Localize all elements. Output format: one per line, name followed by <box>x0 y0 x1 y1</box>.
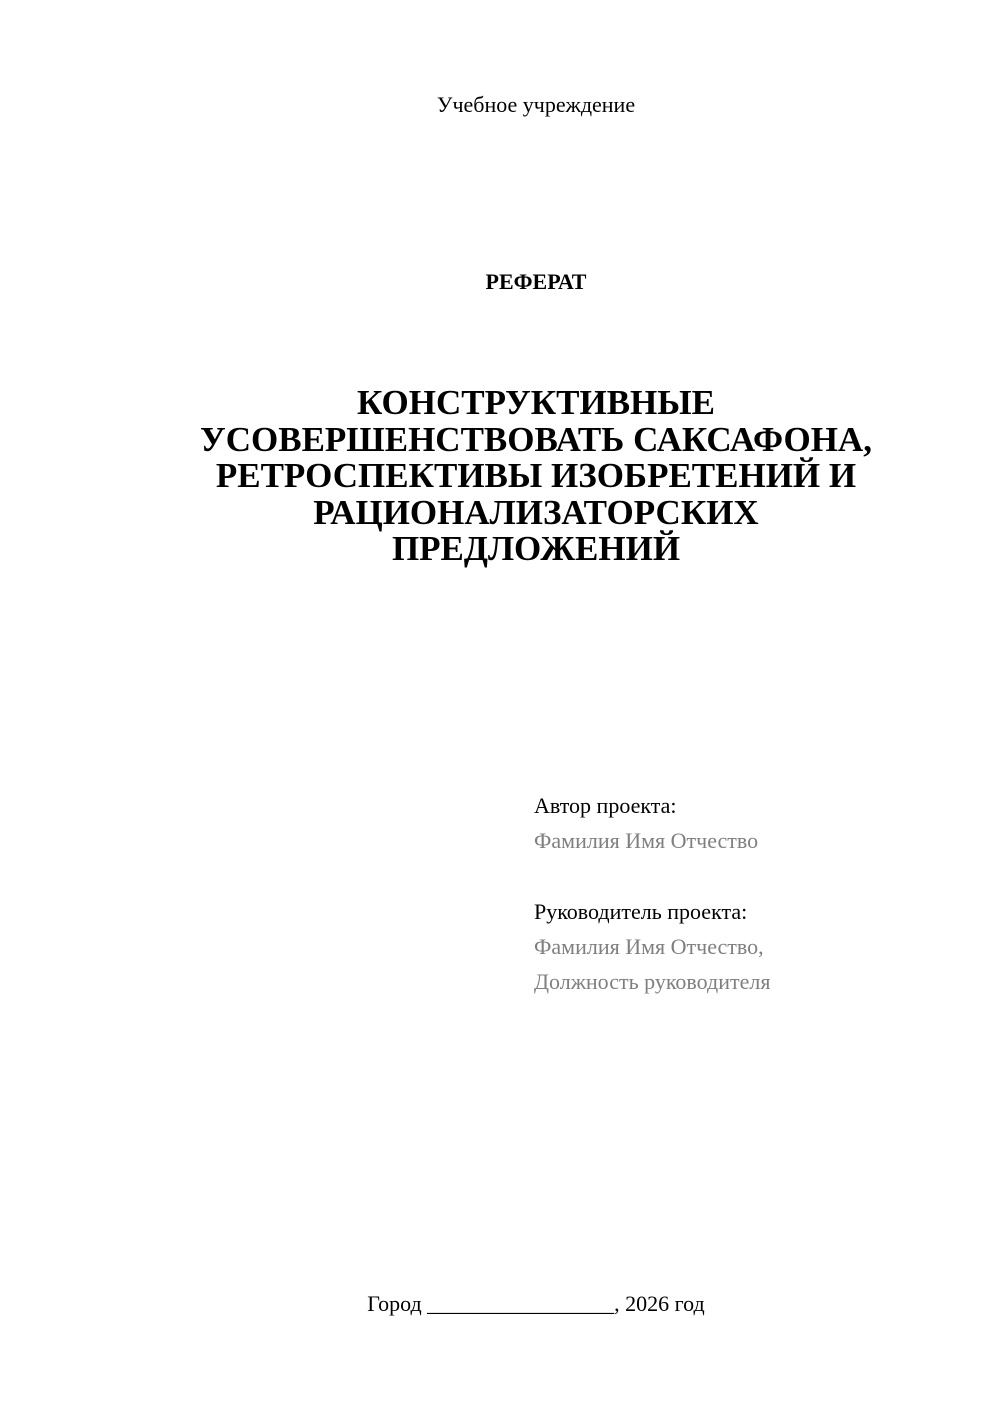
supervisor-label: Руководитель проекта: <box>534 899 748 924</box>
author-name: Фамилия Имя Отчество <box>534 828 759 853</box>
supervisor-position: Должность руководителя <box>534 969 771 994</box>
title-line: КОНСТРУКТИВНЫЕ <box>357 383 715 422</box>
institution-name: Учебное учреждение <box>436 92 636 117</box>
spacer <box>534 858 974 894</box>
credits-block <box>534 788 974 999</box>
city-year-line: Город _________________, 2026 год <box>367 1291 705 1316</box>
title-line: РАЦИОНАЛИЗАТОРСКИХ <box>313 492 759 532</box>
supervisor-name: Фамилия Имя Отчество, <box>534 934 764 959</box>
document-type: РЕФЕРАТ <box>485 269 587 294</box>
title-line: ПРЕДЛОЖЕНИЙ <box>391 529 681 568</box>
title-line: УСОВЕРШЕНСТВОВАТЬ САКСАФОНА, <box>200 419 872 459</box>
title-line: РЕТРОСПЕКТИВЫ ИЗОБРЕТЕНИЙ И <box>215 456 857 495</box>
document-title <box>120 385 952 568</box>
author-label: Автор проекта: <box>534 793 677 818</box>
